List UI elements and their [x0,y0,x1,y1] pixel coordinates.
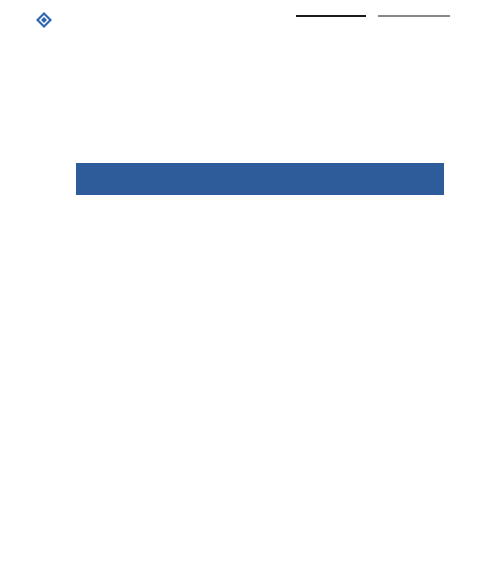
tagline-bar-secondary [378,15,450,17]
tagline-bar-primary [296,15,366,17]
table-header [76,163,444,195]
kwap-logo-icon [36,12,52,28]
kwap-logo [36,12,55,28]
